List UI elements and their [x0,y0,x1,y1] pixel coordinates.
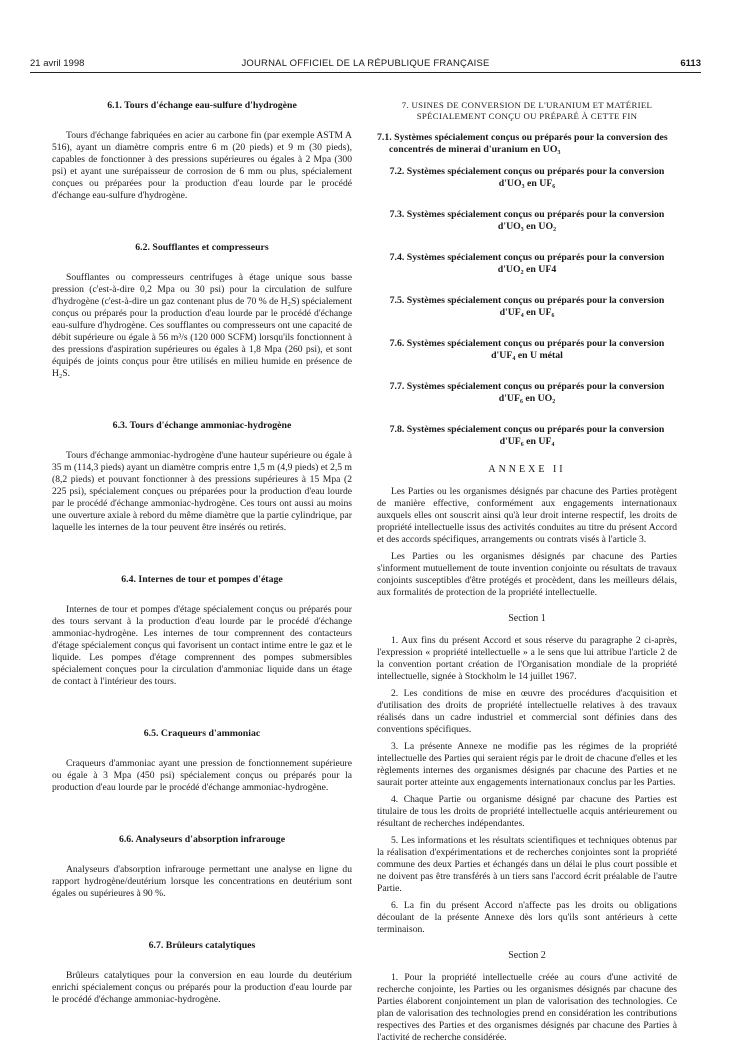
subsection-7-3: 7.3. Systèmes spécialement conçus ou préparés pour la conversion d'UO₃ en UO₂ [389,209,665,232]
section-heading: 6.2. Soufflantes et compresseurs [135,242,269,253]
section-heading: 6.7. Brûleurs catalytiques [148,940,256,951]
section-text: Tours d'échange fabriquées en acier au carbone fin (par exemple ASTM A 516), ayant un diamètre compris entre 6 m (20 pieds) et 9 m (30 pieds), capables de fonctionner à des pressions supérieures ou égales à 2 Mpa (300 psi) et ayant une surépaisseur de corrosion de 6 mm ou plus, spécialement conçues ou préparées pour la production d'eau lourde par le procédé d'échange eau-sulfure d'hydrogène. [52,130,352,201]
section-1-paragraph: 4. Chaque Partie ou organisme désigné par chacune des Parties est titulaire de tous les droits de propriété intellectuelle acquis antérieurement ou résultant de recherches indépendantes. [377,794,677,829]
subsection-7-1: 7.1. Systèmes spécialement conçus ou préparés pour la conversion des concentrés de minerai d'uranium en UO₃ [377,132,668,155]
subsection-7-5: 7.5. Systèmes spécialement conçus ou préparés pour la conversion d'UF₄ en UF₆ [389,295,665,318]
section-1-paragraph: 6. La fin du présent Accord n'affecte pas les droits ou obligations découlant de la présente Annexe dès lors qu'ils sont antérieurs à cette terminaison. [377,900,677,935]
section-text: Internes de tour et pompes d'étage spécialement conçus ou préparés pour des tours servant à la production d'eau lourde par le procédé d'échange ammoniac-hydrogène. Les internes de tour comprennent des contacteurs d'étage spécialement conçus qui favorisent un contact intime entre le gaz et le liquide. Les pompes d'étage comprennent des pompes submersibles spécialement conçues pour la circulation d'ammoniac liquide dans un étage de contact à l'intérieur des tours. [52,604,352,687]
section-6-2 [52,242,352,380]
page-number: 6113 [680,58,701,69]
subsection-7-8: 7.8. Systèmes spécialement conçus ou préparés pour la conversion d'UF₆ en UF₄ [389,424,665,447]
section-6-6 [52,834,352,900]
annex-paragraph: Les Parties ou les organismes désignés par chacune des Parties s'informent mutuellement de toute invention conjointe ou résultats de travaux conjoints susceptibles d'être protégés et procèdent, dans les meilleurs délais, aux formalités de protection de la propriété intellectuelle. [377,551,677,598]
section-6-1 [52,100,352,202]
section-6-4 [52,574,352,688]
chapter-7-title: 7. USINES DE CONVERSION DE L'URANIUM ET MATÉRIEL SPÉCIALEMENT CONÇU OU PRÉPARÉ À CETTE FIN [401,100,653,121]
section-2-paragraph: 1. Pour la propriété intellectuelle créée au cours d'une activité de recherche conjointe, les Parties ou les organismes désignés par chacune des Parties élaborent conjointement un plan de valorisation des technologies. Ce plan de valorisation des technologies prend en considération les contributions respectives des Parties et des organismes désignés par chacune des Parties à l'activité de recherche considérée. [377,972,677,1043]
section-heading: 6.6. Analyseurs d'absorption infrarouge [118,834,286,845]
section-6-3 [52,420,352,534]
section-heading: 6.3. Tours d'échange ammoniac-hydrogène [112,420,292,431]
section-1-paragraph: 1. Aux fins du présent Accord et sous réserve du paragraphe 2 ci-après, l'expression « propriété intellectuelle » a le sens que lui attribue l'article 2 de la convention portant création de l'Organisation mondiale de la propriété intellectuelle, signée à Stockholm le 14 juillet 1967. [377,635,677,682]
page-header [30,52,701,70]
section-6-7 [52,940,352,1006]
subsection-7-2: 7.2. Systèmes spécialement conçus ou préparés pour la conversion d'UO₃ en UF₆ [389,166,665,189]
section-text: Soufflantes ou compresseurs centrifuges à étage unique sous basse pression (c'est-à-dire 0,2 Mpa ou 30 psi) pour la circulation de sulfure d'hydrogène (c'est-à-dire un gaz contenant plus de 70 % de H₂S) spécialement conçus ou préparés pour la production d'eau lourde par le procédé d'échange eau-sulfure d'hydrogène. Ces soufflantes ou compresseurs ont une capacité de débit supérieure ou égale à 56 m³/s (120 000 SCFM) lorsqu'ils fonctionnent à des pressions d'aspiration supérieures ou égales à 1,8 Mpa (260 psi), et sont équipés de joints conçus pour être utilisés en milieu humide en présence de H₂S. [52,272,352,379]
section-1-paragraph: 3. La présente Annexe ne modifie pas les régimes de la propriété intellectuelle des Parties qui seraient régis par le droit de chacune d'elles et les règlements internes des organismes désignés par chacune des Parties et ne saurait porter atteinte aux engagements internationaux conclus par les Parties. [377,741,677,788]
section-heading: 6.1. Tours d'échange eau-sulfure d'hydrogène [107,100,297,111]
journal-title: JOURNAL OFFICIEL DE LA RÉPUBLIQUE FRANÇAISE [241,58,490,69]
annex-paragraph: Les Parties ou les organismes désignés par chacune des Parties protègent de manière effective, conformément aux engagements internationaux auxquels elles ont souscrit ainsi qu'à leur droit interne respectif, les droits de propriété intellectuelle issus des activités conduites au titre du présent Accord et des accords spécifiques, arrangements ou contrats visés à l'article 3. [377,486,677,545]
left-column [52,100,352,1006]
subsection-7-7: 7.7. Systèmes spécialement conçus ou préparés pour la conversion d'UF₆ en UO₂ [389,381,665,404]
section-1-paragraph: 2. Les conditions de mise en œuvre des procédures d'acquisition et d'utilisation des droits de propriété intellectuelle relatives à des travaux réalisés dans un cadre industriel et commercial sont définies dans des conventions spécifiques. [377,688,677,735]
annex-title: ANNEXE II [488,464,566,475]
section-text: Brûleurs catalytiques pour la conversion en eau lourde du deutérium enrichi spécialement conçus ou préparés pour la production d'eau lourde par le procédé d'échange ammoniac-hydrogène. [52,970,352,1005]
section-2-title: Section 2 [508,950,546,961]
subsection-7-4: 7.4. Systèmes spécialement conçus ou préparés pour la conversion d'UO₂ en UF4 [389,252,665,275]
subsection-7-6: 7.6. Systèmes spécialement conçus ou préparés pour la conversion d'UF₄ en U métal [389,338,665,361]
section-text: Analyseurs d'absorption infrarouge permettant une analyse en ligne du rapport hydrogène/deutérium lorsque les concentrations en deutérium sont égales ou supérieures à 90 %. [52,864,352,899]
section-heading: 6.4. Internes de tour et pompes d'étage [121,574,283,585]
section-heading: 6.5. Craqueurs d'ammoniac [143,728,261,739]
section-6-5 [52,728,352,794]
header-rule [30,72,701,73]
issue-date: 21 avril 1998 [30,58,85,69]
section-text: Craqueurs d'ammoniac ayant une pression de fonctionnement supérieure ou égale à 3 Mpa (450 psi) spécialement conçus ou préparés pour la production d'eau lourde par le procédé d'échange ammoniac-hydrogène. [52,758,352,793]
right-column [377,100,677,1049]
section-1-title: Section 1 [508,613,546,624]
section-1-paragraph: 5. Les informations et les résultats scientifiques et techniques obtenus par la réalisation d'expérimentations et de recherches conjointes sont la propriété commune des deux Parties et échangés dans un délai le plus court possible et ne doivent pas être transférés à un tiers sans l'accord écrit préalable de l'autre Partie. [377,835,677,894]
section-text: Tours d'échange ammoniac-hydrogène d'une hauteur supérieure ou égale à 35 m (114,3 pieds) ayant un diamètre compris entre 1,5 m (4,9 pieds) et 2,5 m (8,2 pieds) et pouvant fonctionner à des pressions supérieures à 15 Mpa (2 225 psi), spécialement conçues ou préparées pour la production d'eau lourde par le procédé d'échange ammoniac-hydrogène. Ces tours ont aussi au moins une ouverture axiale à rebord du même diamètre que la partie cylindrique, par laquelle les internes de la tour peuvent être insérés ou retirés. [52,450,352,533]
